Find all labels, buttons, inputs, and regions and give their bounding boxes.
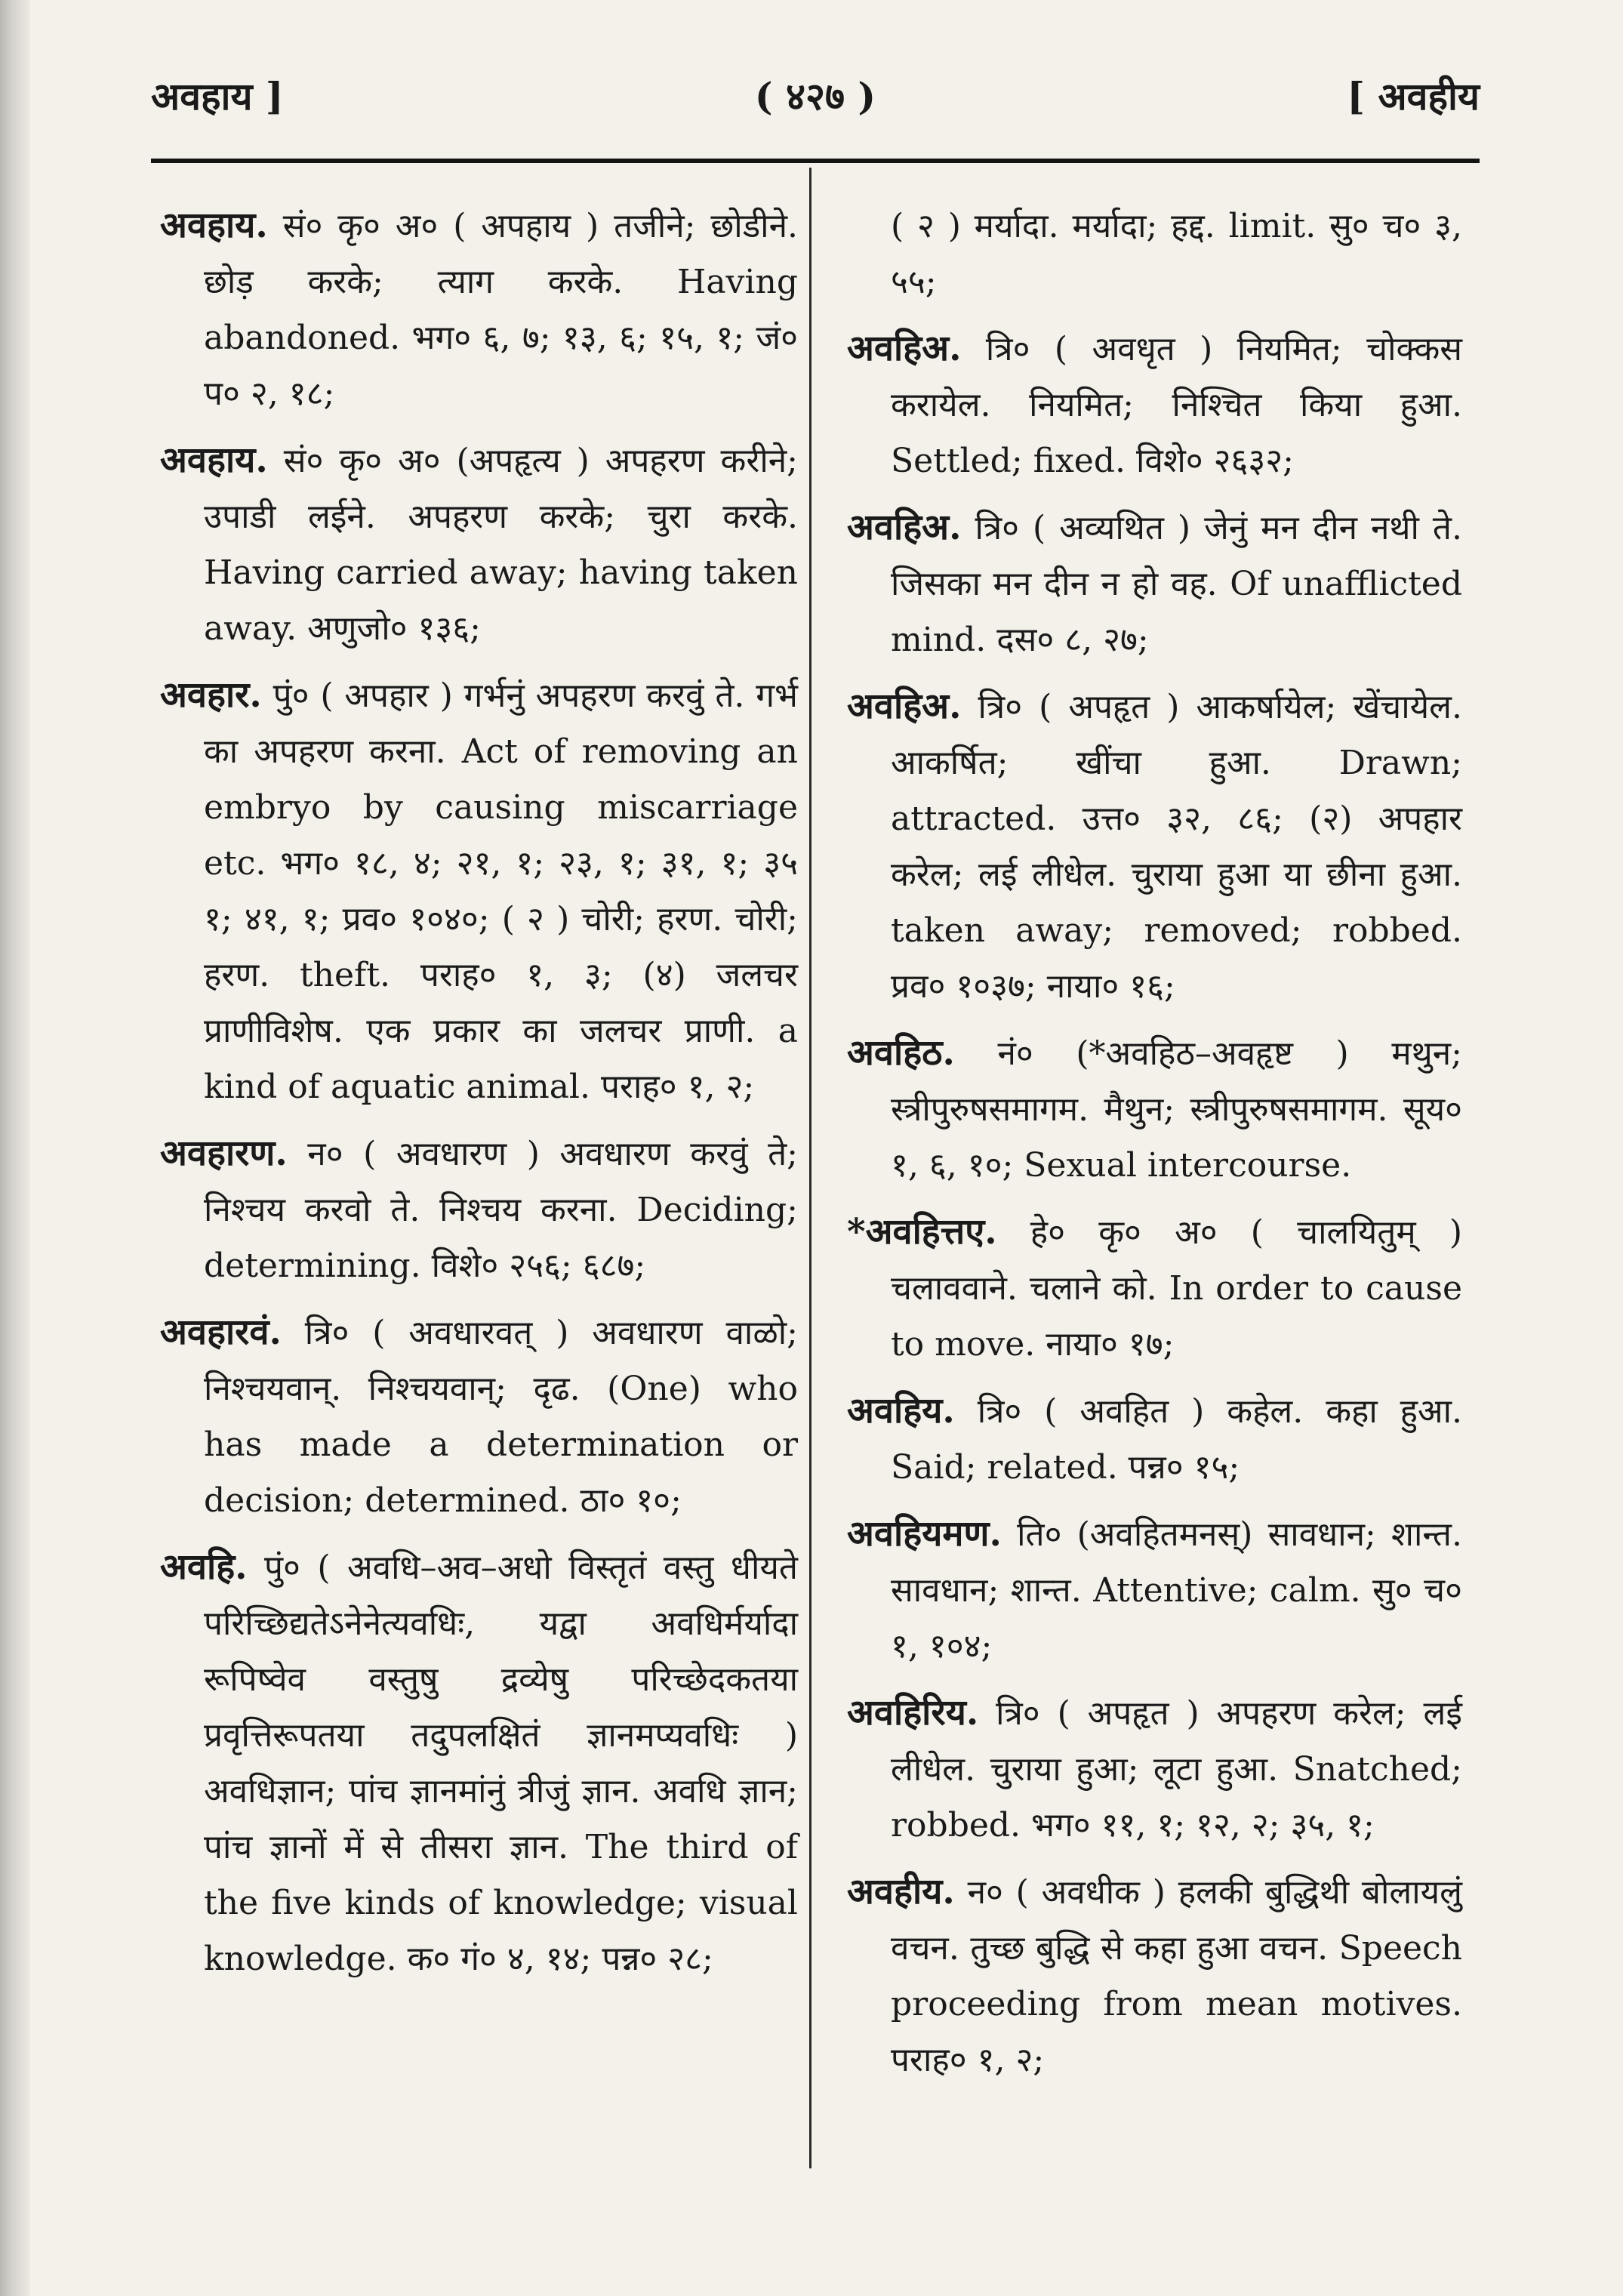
dictionary-entry (847, 1204, 1462, 1373)
header-right-guideword: [ अवहीय (1347, 74, 1480, 119)
entry-definition: त्रि० ( अपहृत ) आकर्षायेल; खेंचायेल. आकर्षित; खींचा हुआ. Drawn; attracted. उत्त० ३२, ८६; (२) अपहार करेल; लई लीधेल. चुराया हुआ या छीना हुआ. taken away; removed; robbed. प्रव० १०३७; नाया० १६; (891, 688, 1462, 1006)
entry-definition: ( २ ) मर्यादा. मर्यादा; हद्द. limit. सु० च० ३, ५५; (891, 207, 1462, 301)
entry-headword: अवहारण. (160, 1133, 288, 1174)
entry-headword: अवहाय. (160, 439, 268, 481)
entry-headword: अवहीय. (847, 1871, 955, 1912)
entry-headword: अवहाय. (160, 205, 268, 246)
scan-edge (0, 0, 30, 2296)
dictionary-entry (160, 1305, 798, 1529)
dictionary-entry (847, 321, 1462, 489)
column-divider (809, 168, 812, 2168)
entry-definition: त्रि० ( अवहित ) कहेल. कहा हुआ. Said; related. पन्न० १५; (891, 1392, 1462, 1487)
entry-definition: पुं० ( अपहार ) गर्भनुं अपहरण करवुं ते. गर्भ का अपहरण करना. Act of removing an embryo by causing miscarriage etc. भग० १८, ४; २१, १; २३, १; ३१, १; ३५ १; ४१, १; प्रव० १०४०; ( २ ) चोरी; हरण. चोरी; हरण. theft. पराह० १, ३; (४) जलचर प्राणीविशेष. एक प्रकार का जलचर प्राणी. a kind of aquatic animal. पराह० १, २; (204, 676, 798, 1106)
page-header (151, 62, 1480, 130)
entry-definition: न० ( अवधारण ) अवधारण करवुं ते; निश्चय करवो ते. निश्चय करना. Deciding; determining. विशे० २५६; ६८७; (204, 1135, 798, 1285)
entry-definition: पुं० ( अवधि–अव–अधो विस्तृतं वस्तु धीयते परिच्छिद्यतेऽनेनेत्यवधिः, यद्वा अवधिर्मर्यादा रूपिष्वेव वस्तुषु द्रव्येषु परिच्छेदकतया प्रवृत्तिरूपतया तदुपलक्षितं ज्ञानमप्यवधिः ) अवधिज्ञान; पांच ज्ञानमांनुं त्रीजुं ज्ञान. अवधि ज्ञान; पांच ज्ञानों में से तीसरा ज्ञान. The third of the five kinds of knowledge; visual knowledge. क० गं० ४, १४; पन्न० २८; (204, 1549, 798, 1978)
dictionary-entry (847, 1506, 1462, 1675)
header-rule (151, 159, 1480, 163)
entry-headword: *अवहित्तए. (847, 1211, 997, 1253)
entry-definition: त्रि० ( अवधृत ) नियमित; चोक्कस करायेल. नियमित; निश्चित किया हुआ. Settled; fixed. विशे० २६३२; (891, 330, 1462, 480)
entry-definition: नं० (*अवहिठ–अवहृष्ट ) मथुन; स्त्रीपुरुषसमागम. मैथुन; स्त्रीपुरुषसमागम. सूय० १, ६, १०; Sexual intercourse. (891, 1034, 1462, 1185)
entry-headword: अवहार. (160, 674, 262, 716)
dictionary-entry (847, 679, 1462, 1015)
entry-headword: अवहिरिय. (847, 1692, 979, 1734)
dictionary-entry (847, 1685, 1462, 1854)
dictionary-entry (847, 1864, 1462, 2088)
entry-definition: त्रि० ( अवधारवत् ) अवधारण वाळो; निश्चयवान्. निश्चयवान्; दृढ. (One) who has made a determination or decision; determined. ठा० १०; (204, 1314, 798, 1520)
dictionary-entry (160, 433, 798, 657)
entry-definition: हे० कृ० अ० ( चालयितुम् ) चलाववाने. चलाने को. In order to cause to move. नाया० १७; (891, 1213, 1462, 1364)
entry-headword: अवहारवं. (160, 1311, 282, 1353)
left-column (160, 198, 798, 1998)
header-left-guideword: अवहाय ] (151, 74, 284, 119)
dictionary-entry (160, 1126, 798, 1294)
entry-headword: अवहिअ. (847, 686, 962, 727)
page-number: ( ४२७ ) (754, 74, 876, 119)
dictionary-entry (160, 1539, 798, 1987)
right-column (847, 198, 1462, 2099)
entry-headword: अवहिय. (847, 1390, 955, 1432)
dictionary-entry (847, 1383, 1462, 1496)
dictionary-entry (160, 667, 798, 1115)
entry-headword: अवहिअ. (847, 328, 962, 369)
entry-definition: सं० कृ० अ० (अपहृत्य ) अपहरण करीने; उपाडी लईने. अपहरण करके; चुरा करके. Having carried away; having taken away. अणुजो० १३६; (204, 442, 798, 648)
dictionary-entry (847, 1025, 1462, 1194)
entry-definition: न० ( अवधीक ) हलकी बुद्धिथी बोलायलुं वचन. तुच्छ बुद्धि से कहा हुआ वचन. Speech proceeding from mean motives. पराह० १, २; (891, 1873, 1462, 2079)
entry-headword: अवहियमण. (847, 1513, 1002, 1555)
dictionary-entry-continuation (847, 198, 1462, 310)
entry-definition: त्रि० ( अपहृत ) अपहरण करेल; लई लीधेल. चुराया हुआ; लूटा हुआ. Snatched; robbed. भग० ११, १; १२, २; ३५, १; (891, 1694, 1462, 1845)
entry-headword: अवहिअ. (847, 507, 962, 548)
entry-headword: अवहि. (160, 1546, 248, 1588)
dictionary-entry (847, 500, 1462, 668)
entry-definition: सं० कृ० अ० ( अपहाय ) तजीने; छोडीने. छोड़ करके; त्याग करके. Having abandoned. भग० ६, ७; १३, ६; १५, १; जं० प० २, १८; (204, 207, 798, 413)
entry-headword: अवहिठ. (847, 1032, 955, 1074)
entry-definition: त्रि० ( अव्यथित ) जेनुं मन दीन नथी ते. जिसका मन दीन न हो वह. Of unafflicted mind. दस० ८, २७; (891, 509, 1462, 659)
entry-definition: ति० (अवहितमनस्) सावधान; शान्त. सावधान; शान्त. Attentive; calm. सु० च० १, १०४; (891, 1515, 1462, 1666)
dictionary-entry (160, 198, 798, 422)
